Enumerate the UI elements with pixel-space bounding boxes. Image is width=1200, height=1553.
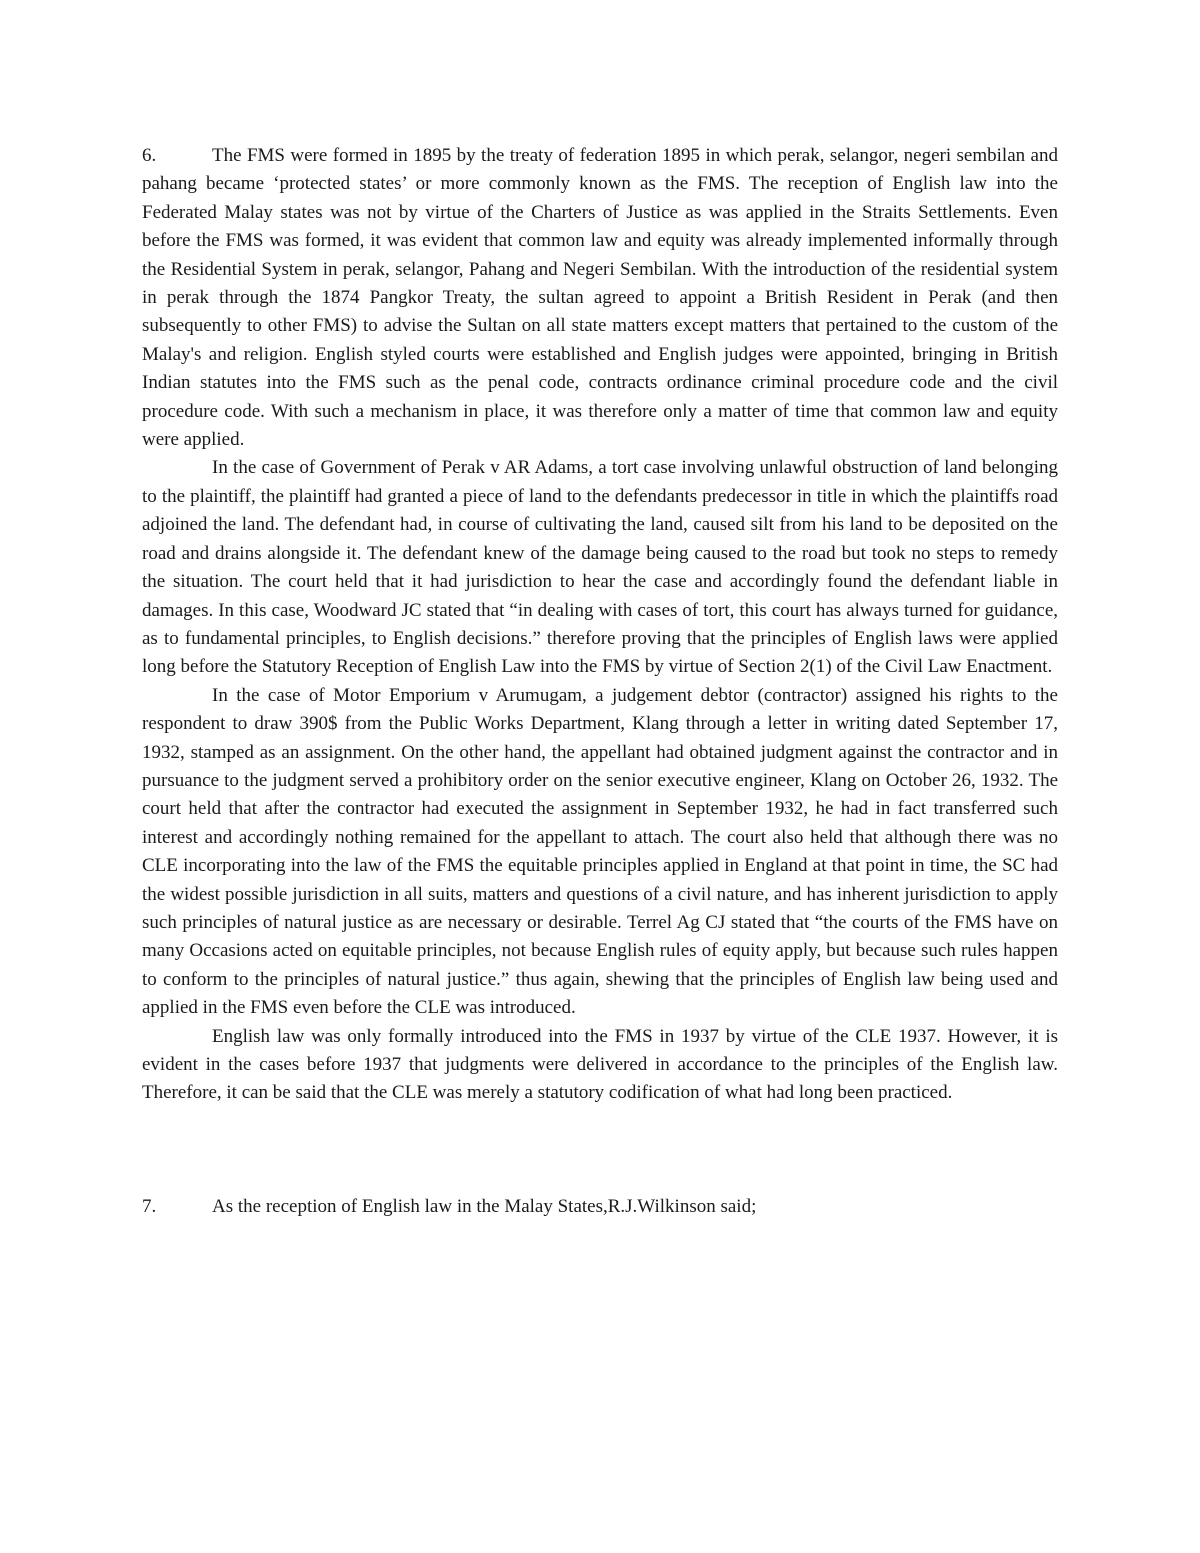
section-6-number: 6. [142, 145, 157, 166]
section-6-paragraph-adams: In the case of Government of Perak v AR Adams, a tort case involving unlawful obstruction of land belonging to the plaintiff, the plaintiff had granted a piece of land to the defendants predecessor in title in which the plaintiffs road adjoined the land. The defendant had, in course of cultivating the land, caused silt from his land to be deposited on the road and drains alongside it. The defendant knew of the damage being caused to the road but took no steps to remedy the situation. The court held that it had jurisdiction to hear the case and accordingly found the defendant liable in damages. In this case, Woodward JC stated that “in dealing with cases of tort, this court has always turned for guidance, as to fundamental principles, to English decisions.” therefore proving that the principles of English laws were applied long before the Statutory Reception of English Law into the FMS by virtue of Section 2(1) of the Civil Law Enactment. [142, 457, 1058, 678]
section-7-intro-text: As the reception of English law in the Malay States,R.J.Wilkinson said; [212, 1195, 757, 1217]
section-6-paragraph-conclusion: English law was only formally introduced into the FMS in 1937 by virtue of the CLE 1937. However, it is evident in the cases before 1937 that judgments were delivered in accordance to the principles of the English law. Therefore, it can be said that the CLE was merely a statutory codification of what had long been practiced. [142, 1025, 1058, 1104]
section-7-intro-paragraph [142, 1193, 1058, 1221]
section-7-number: 7. [142, 1195, 157, 1217]
section-6-intro-text: The FMS were formed in 1895 by the treaty of federation 1895 in which perak, selangor, negeri sembilan and pahang became ‘protected states’ or more commonly known as the FMS. The reception of English law into the Federated Malay states was not by virtue of the Charters of Justice as was applied in the Straits Settlements. Even before the FMS was formed, it was evident that common law and equity was already implemented informally through the Residential System in perak, selangor, Pahang and Negeri Sembilan. With the introduction of the residential system in perak through the 1874 Pangkor Treaty, the sultan agreed to appoint a British Resident in Perak (and then subsequently to other FMS) to advise the Sultan on all state matters except matters that pertained to the custom of the Malay's and religion. English styled courts were established and English judges were appointed, bringing in British Indian statutes into the FMS such as the penal code, contracts ordinance criminal procedure code and the civil procedure code. With such a mechanism in place, it was therefore only a matter of time that common law and equity were applied. [142, 145, 1058, 451]
section-6-paragraph-motor-emporium: In the case of Motor Emporium v Arumugam, a judgement debtor (contractor) assigned his rights to the respondent to draw 390$ from the Public Works Department, Klang through a letter in writing dated September 17, 1932, stamped as an assignment. On the other hand, the appellant had obtained judgment against the contractor and in pursuance to the judgment served a prohibitory order on the senior executive engineer, Klang on October 26, 1932. The court held that after the contractor had executed the assignment in September 1932, he had in fact transferred such interest and accordingly nothing remained for the appellant to attach. The court also held that although there was no CLE incorporating into the law of the FMS the equitable principles applied in England at that point in time, the SC had the widest possible jurisdiction in all suits, matters and questions of a civil nature, and has inherent jurisdiction to apply such principles of natural justice as are necessary or desirable. Terrel Ag CJ stated that “the courts of the FMS have on many Occasions acted on equitable principles, not because English rules of equity apply, but because such rules happen to conform to the principles of natural justice.” thus again, shewing that the principles of English law being used and applied in the FMS even before the CLE was introduced. [142, 684, 1058, 1019]
section-spacer [142, 1108, 1058, 1193]
section-6-intro-paragraph [142, 142, 1058, 454]
document-page [142, 142, 1058, 1221]
